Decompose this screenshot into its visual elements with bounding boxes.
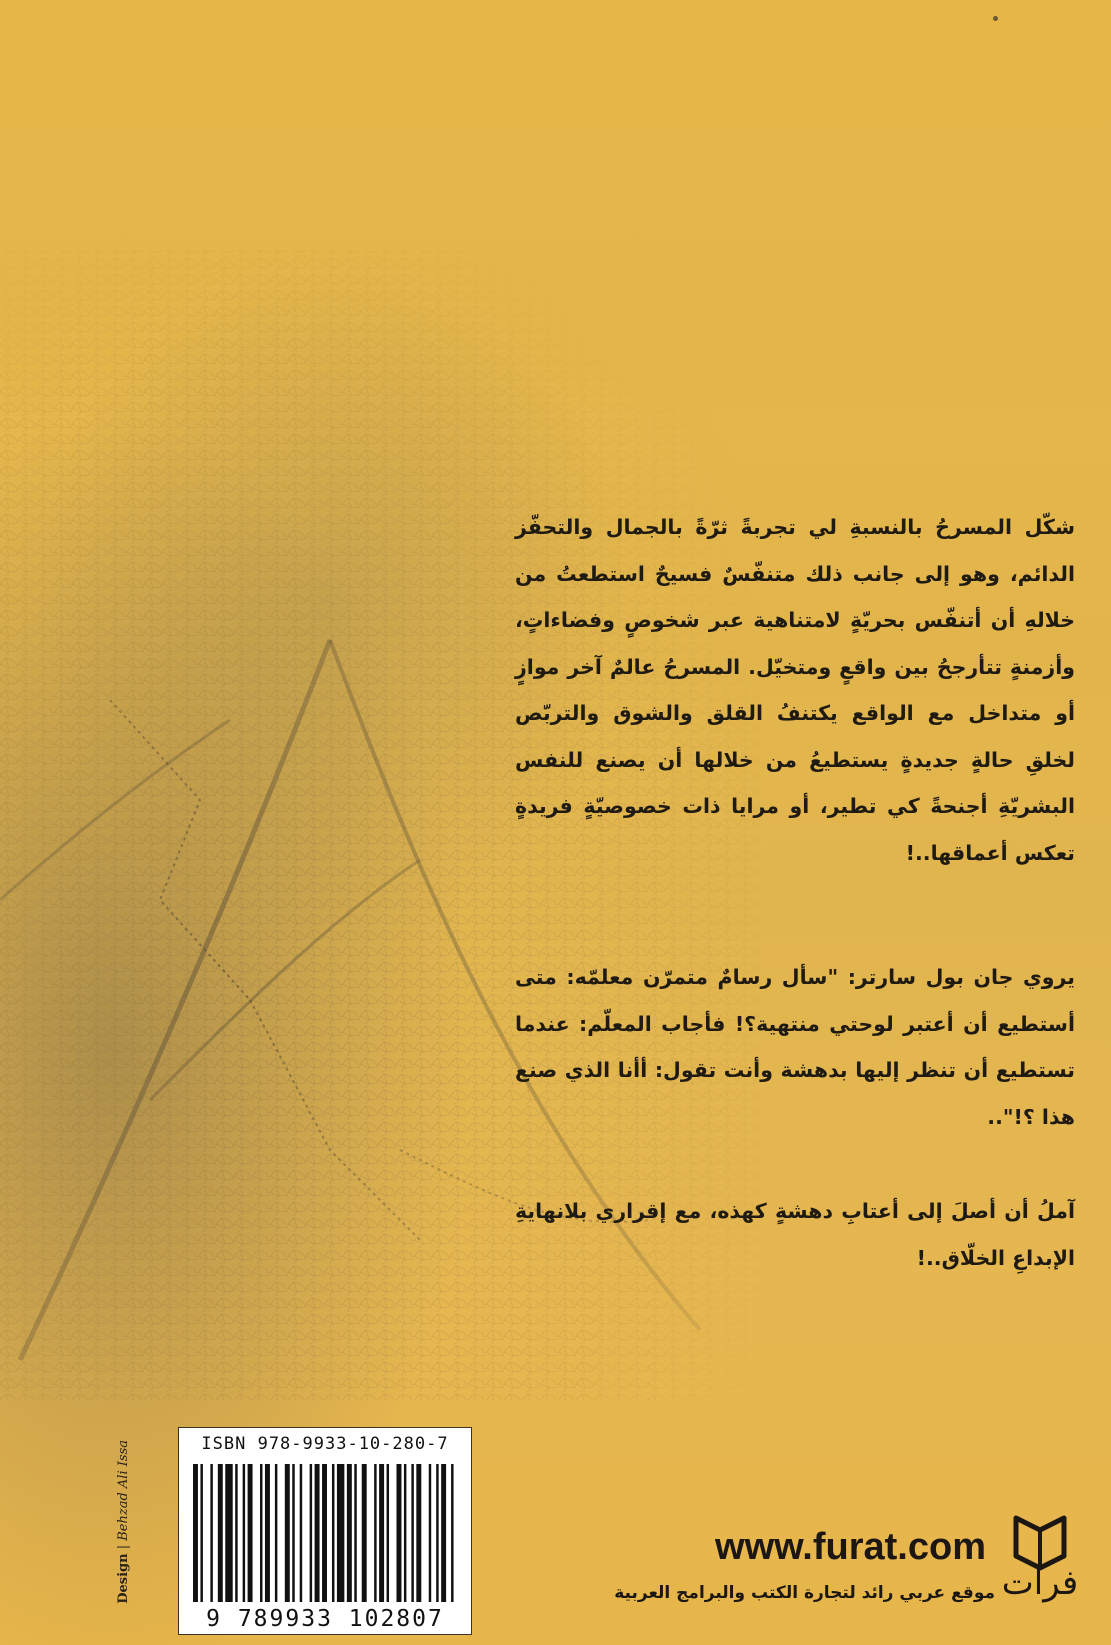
blurb-paragraph-2 [515,954,1075,1140]
design-credit-label: Design [116,1553,131,1604]
blurb-text-1: شكّل المسرحُ بالنسبةِ لي تجربةً ثرّةً بالجمال والتحفّز الدائم، وهو إلى جانب ذلك متنفّسٌ فسيحٌ استطعتُ من خلالهِ أن أتنفّس بحريّةٍ لامتناهية عبر شخوصٍ وفضاءاتٍ، وأزمنةٍ تتأرجحُ بين واقعٍ ومتخيّل. المسرحُ عالمٌ آخر موازٍ أو متداخل مع الواقع يكتنفُ القلق والشوق والتربّص لخلقِ حالةٍ جديدةٍ يستطيعُ من خلالها أن يصنع للنفس البشريّةِ أجنحةً كي تطير، أو مرايا ذات خصوصيّةٍ فريدةٍ تعكس أعماقها..! [515,515,1075,865]
publisher-tagline: موقع عربي رائد لتجارة الكتب والبرامج العربية [614,1583,995,1603]
blurb-paragraph-1 [515,504,1075,876]
design-credit-separator: | [116,1544,131,1550]
isbn-barcode [178,1427,472,1635]
isbn-number: ISBN 978-9933-10-280-7 [201,1434,449,1454]
blurb-text-2: يروي جان بول سارتر: "سأل رسامٌ متمرّن معلمّه: متى أستطيع أن أعتبر لوحتي منتهية؟! فأجاب المعلّم: عندما تستطيع أن تنظر إليها بدهشة وأنت تقول: أأنا الذي صنع هذا ؟!".. [515,965,1075,1129]
spine-mark [993,16,998,21]
publisher-logo-text: فرات [1001,1563,1079,1603]
blurb-paragraph-3 [515,1188,1075,1281]
design-credit-name: Behzad Ali Issa [116,1440,131,1541]
barcode-bars [193,1464,461,1602]
blurb-text-3: آملُ أن أصلَ إلى أعتابِ دهشةٍ كهذه، مع إقراري بلانهايةِ الإبداعِ الخلّاق..! [515,1199,1075,1270]
barcode-digits: 9 789933 102807 [206,1606,444,1632]
design-credit [110,1440,138,1640]
publisher-url[interactable]: www.furat.com [715,1526,986,1568]
